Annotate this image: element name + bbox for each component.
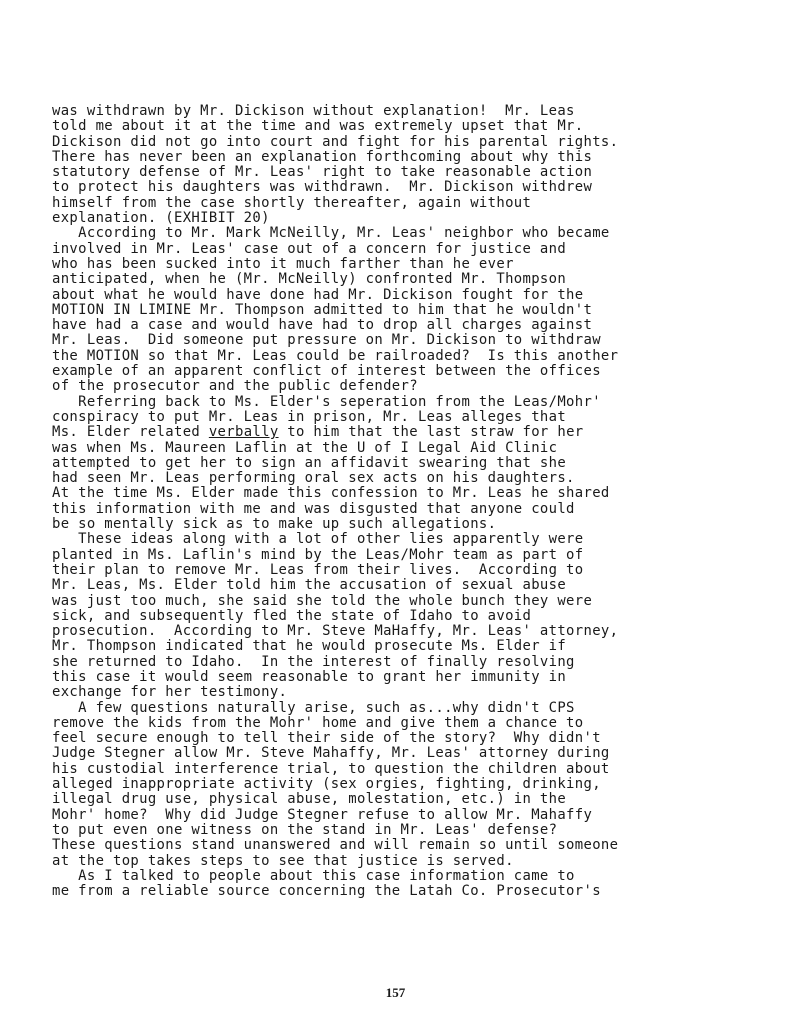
text-line: was withdrawn by Mr. Dickison without explanation! Mr. Leas	[52, 103, 575, 119]
text-line: Ms. Elder related verbally to him that the last straw for her	[52, 424, 584, 441]
text-line: this case it would seem reasonable to grant her immunity in	[52, 668, 567, 685]
text-line: These questions stand unanswered and will remain so until someone	[52, 837, 619, 854]
text-line: illegal drug use, physical abuse, molestation, etc.) in the	[52, 791, 567, 808]
text-line: involved in Mr. Leas' case out of a concern for justice and	[52, 240, 567, 257]
page-number: 157	[385, 985, 406, 1000]
text-line: she returned to Idaho. In the interest of finally resolving	[52, 653, 575, 670]
text-line: himself from the case shortly thereafter, again without	[52, 194, 532, 211]
text-line: feel secure enough to tell their side of the story? Why didn't	[52, 730, 601, 747]
text-line: anticipated, when he (Mr. McNeilly) confronted Mr. Thompson	[52, 271, 567, 288]
text-line: planted in Ms. Laflin's mind by the Leas/Mohr team as part of	[52, 546, 584, 563]
text-line: Mohr' home? Why did Judge Stegner refuse to allow Mr. Mahaffy	[52, 806, 593, 823]
text-line: A few questions naturally arise, such as...why didn't CPS	[52, 699, 575, 716]
text-line: remove the kids from the Mohr' home and give them a chance to	[52, 714, 584, 731]
text-line: about what he would have done had Mr. Dickison fought for the	[52, 286, 584, 303]
text-line: exchange for her testimony.	[52, 684, 288, 701]
text-line: statutory defense of Mr. Leas' right to take reasonable action	[52, 164, 593, 181]
text-line: of the prosecutor and the public defender?	[52, 378, 418, 395]
text-line: at the top takes steps to see that justice is served.	[52, 852, 514, 869]
text-line: According to Mr. Mark McNeilly, Mr. Leas' neighbor who became	[52, 225, 610, 242]
text-line: conspiracy to put Mr. Leas in prison, Mr. Leas alleges that	[52, 408, 567, 425]
text-line: was just too much, she said she told the whole bunch they were	[52, 592, 593, 609]
text-line: to protect his daughters was withdrawn. Mr. Dickison withdrew	[52, 179, 593, 196]
text-line: his custodial interference trial, to question the children about	[52, 760, 610, 777]
text-line: their plan to remove Mr. Leas from their lives. According to	[52, 561, 584, 578]
text-line: to put even one witness on the stand in Mr. Leas' defense?	[52, 821, 558, 838]
text-line: Dickison did not go into court and fight for his parental rights.	[52, 133, 619, 150]
text-line: who has been sucked into it much farther than he ever	[52, 255, 514, 272]
text-line: Mr. Leas. Did someone put pressure on Mr. Dickison to withdraw	[52, 332, 601, 349]
text-line: attempted to get her to sign an affidavit swearing that she	[52, 454, 567, 471]
text-line: prosecution. According to Mr. Steve MaHaffy, Mr. Leas' attorney,	[52, 623, 619, 640]
underlined-word: verbally	[208, 424, 279, 441]
text-line: sick, and subsequently fled the state of Idaho to avoid	[52, 607, 532, 624]
text-line: Mr. Leas, Ms. Elder told him the accusation of sexual abuse	[52, 577, 567, 594]
text-line: told me about it at the time and was extremely upset that Mr.	[52, 118, 584, 135]
text-line: me from a reliable source concerning the Latah Co. Prosecutor's	[52, 883, 601, 900]
text-line: explanation. (EXHIBIT 20)	[52, 210, 270, 227]
text-line: example of an apparent conflict of interest between the offices	[52, 363, 601, 380]
text-line: had seen Mr. Leas performing oral sex acts on his daughters.	[52, 470, 575, 487]
text-line: Mr. Thompson indicated that he would prosecute Ms. Elder if	[52, 638, 567, 655]
text-line: be so mentally sick as to make up such allegations.	[52, 516, 497, 533]
text-line: this information with me and was disgusted that anyone could	[52, 500, 575, 517]
text-line: MOTION IN LIMINE Mr. Thompson admitted to him that he wouldn't	[52, 301, 593, 318]
body-text	[52, 104, 787, 899]
text-line: Judge Stegner allow Mr. Steve Mahaffy, Mr. Leas' attorney during	[52, 745, 610, 762]
text-line: Referring back to Ms. Elder's seperation from the Leas/Mohr'	[52, 393, 601, 410]
text-line: At the time Ms. Elder made this confession to Mr. Leas he shared	[52, 485, 610, 502]
text-line: There has never been an explanation forthcoming about why this	[52, 148, 593, 165]
text-line: was when Ms. Maureen Laflin at the U of I Legal Aid Clinic	[52, 439, 558, 456]
text-line: As I talked to people about this case information came to	[52, 867, 575, 884]
text-line: the MOTION so that Mr. Leas could be railroaded? Is this another	[52, 347, 619, 364]
text-line: These ideas along with a lot of other lies apparently were	[52, 531, 584, 548]
text-line: have had a case and would have had to drop all charges against	[52, 317, 593, 334]
text-line: alleged inappropriate activity (sex orgies, fighting, drinking,	[52, 776, 601, 793]
